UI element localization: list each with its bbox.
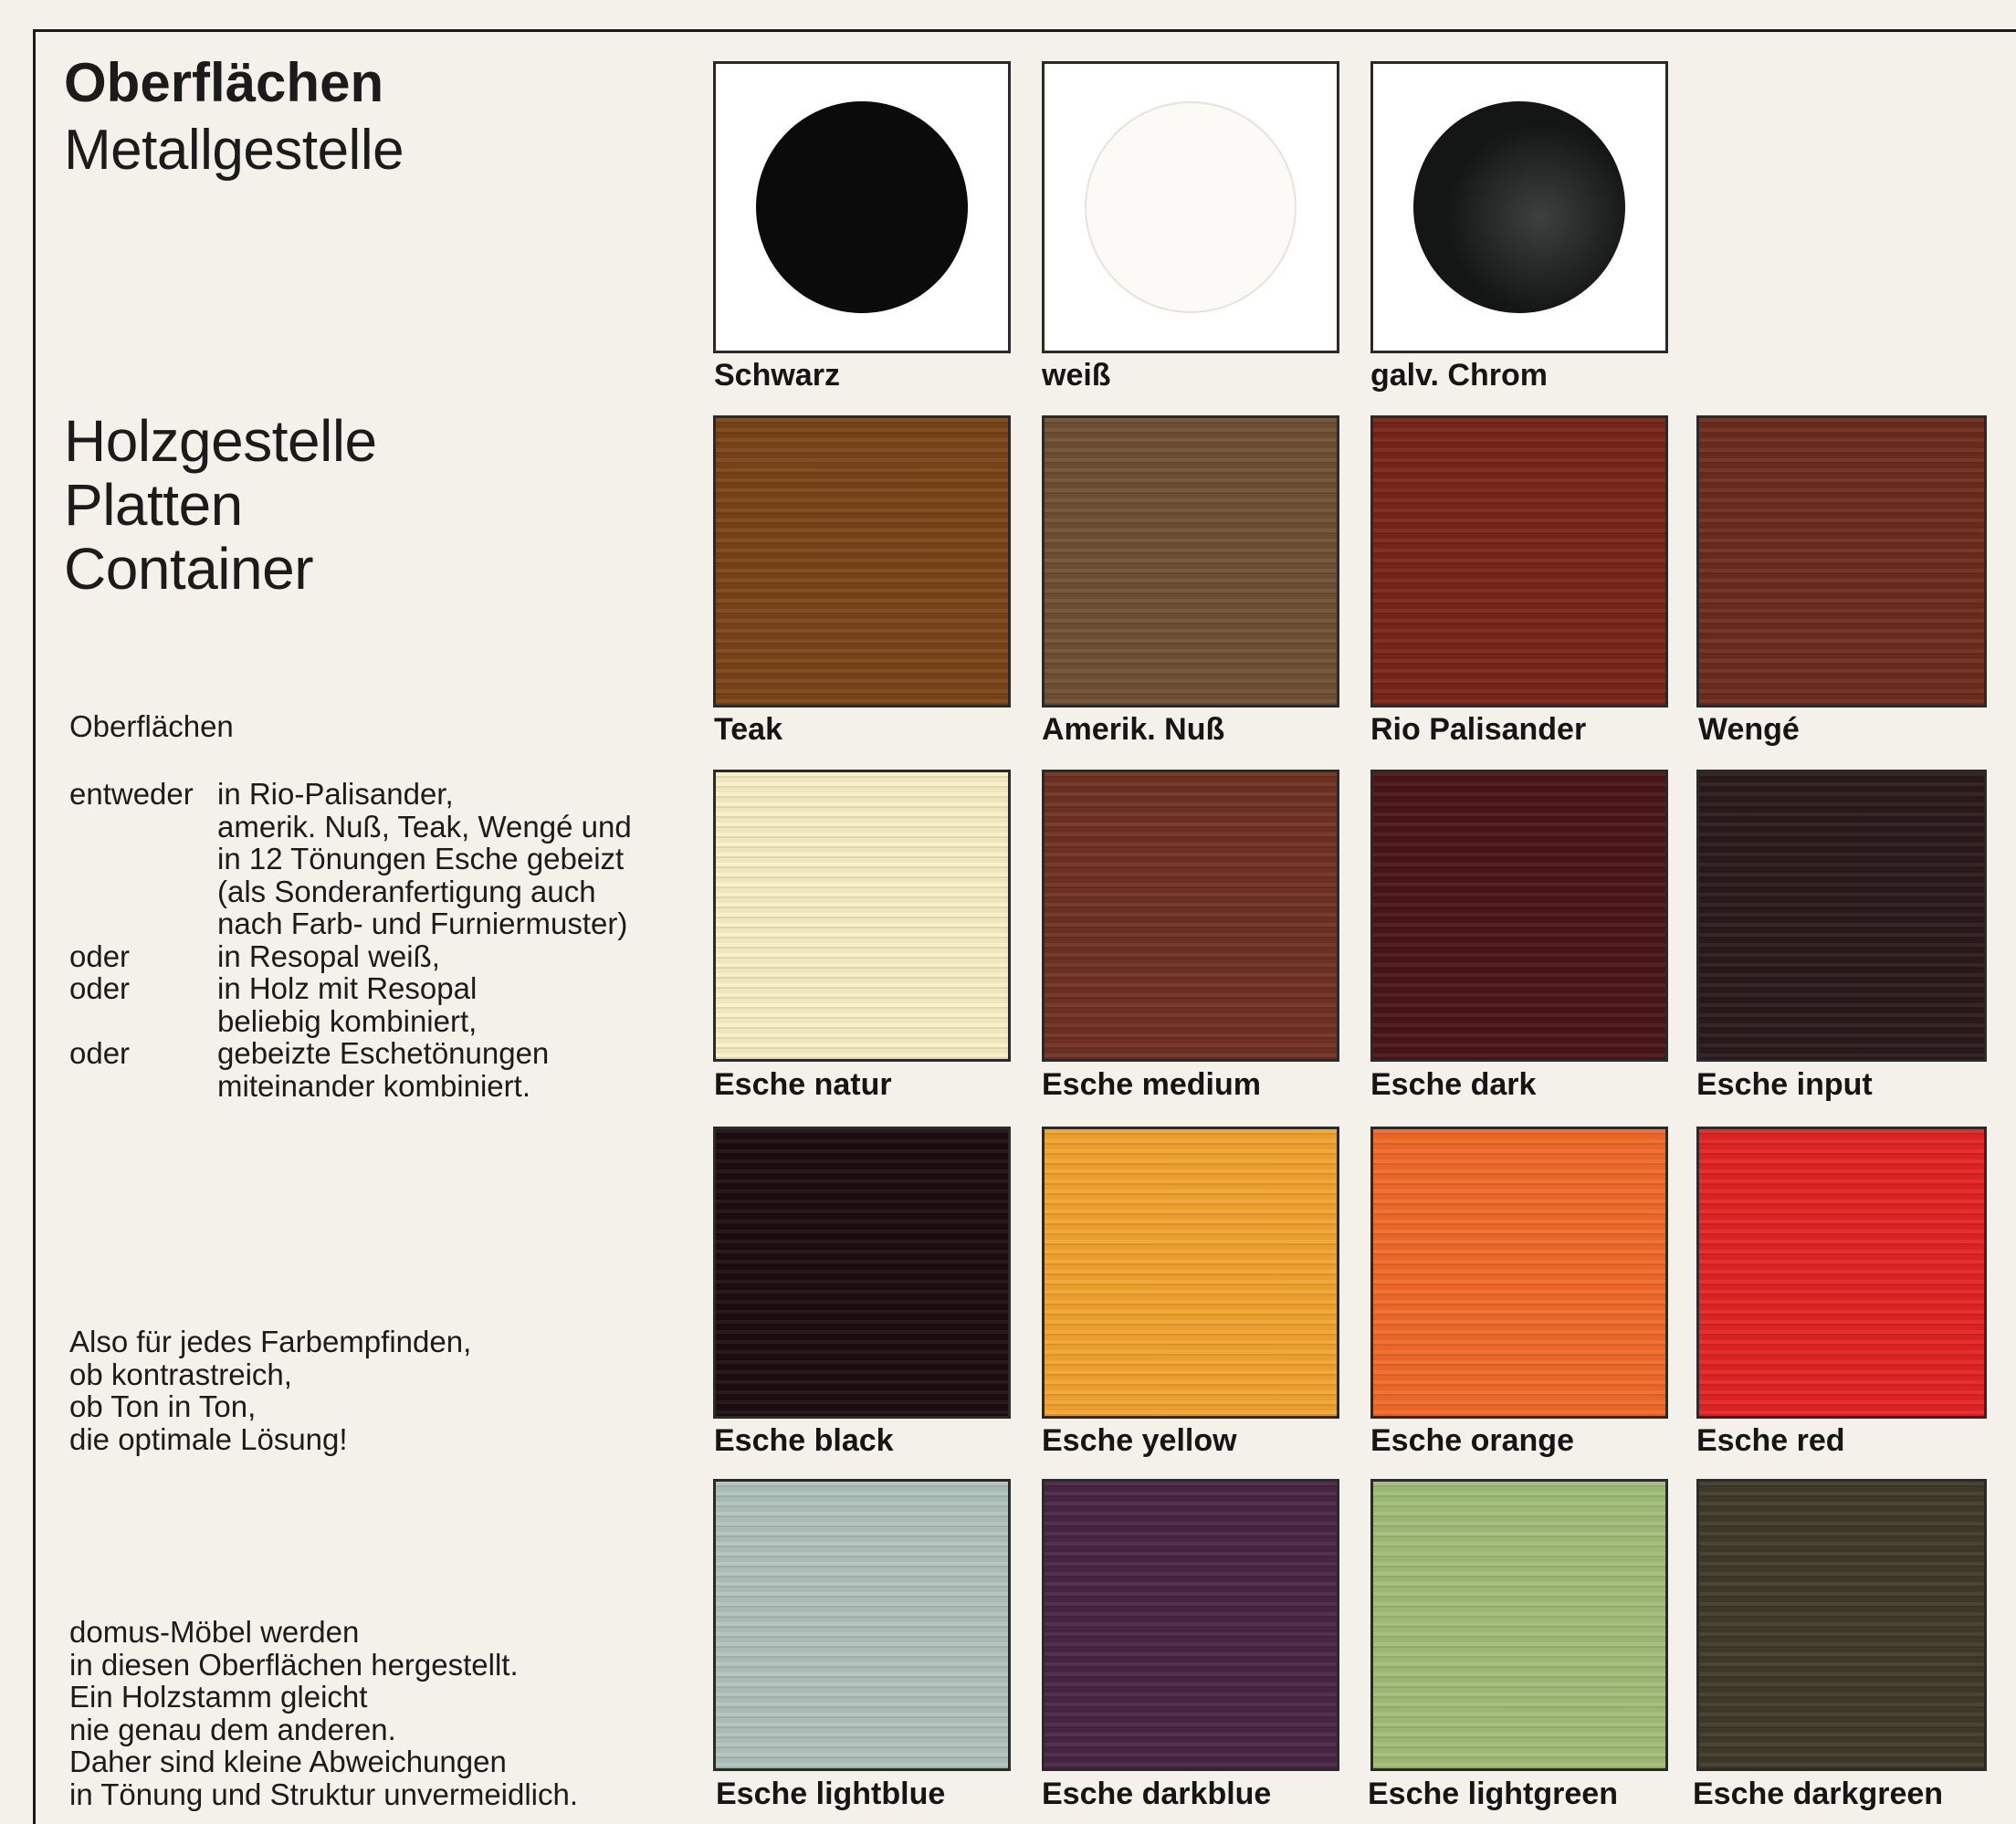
tagline-line: die optimale Lösung! [69,1421,348,1456]
info-line-lead: oder [69,1036,131,1070]
swatch-label: Teak [714,712,782,747]
info-line [69,1005,709,1038]
info-line-lead: oder [69,938,131,973]
wood-swatch [1696,415,1987,708]
wood-swatch [1370,1479,1668,1771]
swatch-label: Esche orange [1370,1423,1574,1458]
info-line [69,972,709,1005]
swatch-label: Esche medium [1042,1067,1261,1102]
footer-line: in diesen Oberflächen hergestellt. [69,1647,519,1682]
swatch-label: Rio Palisander [1370,712,1587,747]
wood-swatch [713,1127,1011,1419]
tagline-line: ob kontrastreich, [69,1357,292,1391]
footer-line: Daher sind kleine Abweichungen [69,1745,507,1778]
info-line-lead [69,907,217,940]
wood-swatch [713,1479,1011,1771]
swatch-label: Esche lightblue [716,1777,946,1811]
info-line-lead: entweder [69,777,194,811]
swatch-label: Wengé [1698,712,1800,747]
wood-swatch [1042,770,1339,1062]
swatch-label: Esche lightgreen [1368,1777,1618,1811]
wood-swatch [1370,770,1668,1062]
page-title: Oberflächen [64,52,384,113]
swatch-label: weiß [1042,358,1111,393]
footer-line: nie genau dem anderen. [69,1712,396,1746]
info-title: Oberflächen [69,709,234,743]
info-line [69,940,709,973]
swatch-label: Esche dark [1370,1067,1537,1102]
wood-swatch [1696,1127,1987,1419]
tagline [69,1326,471,1455]
info-line-text: beliebig kombiniert, [217,1003,478,1038]
info-line-lead [69,875,217,908]
info-line-lead: oder [69,971,131,1005]
info-line-text: in Resopal weiß, [217,938,440,973]
info-line-text: in 12 Tönungen Esche gebeizt [217,842,625,875]
footer-note [69,1616,578,1810]
info-line-text: (als Sonderanfertigung auch [217,874,596,908]
info-line-text: in Holz mit Resopal [217,971,478,1005]
tagline-line: Also für jedes Farbempfinden, [69,1325,472,1358]
footer-line: domus-Möbel werden [69,1615,360,1649]
swatch-disc [1413,101,1625,313]
swatch-disc [756,101,968,313]
info-line [69,811,709,844]
swatch-label: Esche input [1696,1067,1873,1102]
swatch-label: Esche red [1696,1423,1845,1458]
info-line-text: amerik. Nuß, Teak, Wengé und [217,809,632,844]
info-line-text: nach Farb- und Furniermuster) [217,907,628,940]
wood-swatch [1042,1479,1339,1771]
swatch-label: Amerik. Nuß [1042,712,1225,747]
info-line-text: gebeizte Eschetönungen [217,1036,550,1070]
info-line [69,1037,709,1070]
footer-line: Ein Holzstamm gleicht [69,1680,368,1714]
info-line [69,907,709,940]
swatch-label: Esche black [714,1423,894,1458]
swatch-disc [1085,101,1297,313]
metal-swatch-schwarz [713,61,1011,353]
swatch-label: Schwarz [714,358,840,393]
info-line-lead [69,843,217,875]
wood-swatch [1370,415,1668,708]
wood-swatch [1042,415,1339,708]
wood-heading-line: Platten [64,472,243,538]
wood-swatch [713,415,1011,708]
info-line-lead [69,1070,217,1103]
swatch-label: Esche darkblue [1042,1777,1272,1811]
info-line [69,875,709,908]
swatch-label: Esche natur [714,1067,892,1102]
wood-heading-line: Container [64,536,313,602]
wood-swatch [1696,1479,1987,1771]
wood-swatch [1042,1127,1339,1419]
metal-frames-heading: Metallgestelle [64,119,404,182]
tagline-line: ob Ton in Ton, [69,1389,257,1423]
wood-heading-line: Holzgestelle [64,408,377,474]
footer-line: in Tönung und Struktur unvermeidlich. [69,1777,579,1811]
metal-swatch-chrom [1370,61,1668,353]
info-line-text: in Rio-Palisander, [217,777,454,811]
wood-swatch [1370,1127,1668,1419]
info-line [69,1070,709,1103]
info-text [69,778,709,1102]
swatch-label: galv. Chrom [1370,358,1548,393]
info-line [69,843,709,875]
wood-heading [64,409,377,601]
swatch-label: Esche darkgreen [1693,1777,1944,1811]
swatch-label: Esche yellow [1042,1423,1237,1458]
info-line-lead [69,1005,217,1038]
wood-swatch [713,770,1011,1062]
wood-swatch [1696,770,1987,1062]
metal-swatch-weiss [1042,61,1339,353]
info-line-text: miteinander kombiniert. [217,1068,530,1103]
info-line [69,778,709,811]
info-line-lead [69,811,217,844]
